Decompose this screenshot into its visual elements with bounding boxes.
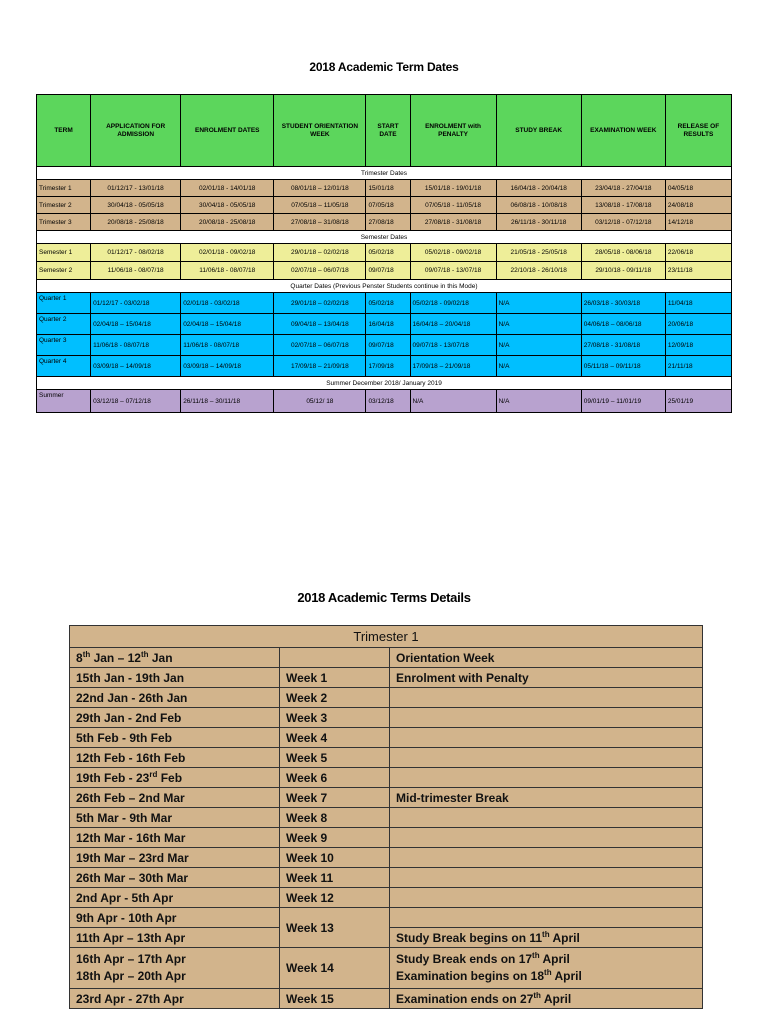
- date-line: 18th Apr – 20th Apr: [76, 969, 186, 983]
- table-cell: 02/01/18 - 09/02/18: [181, 244, 274, 262]
- table-cell: 07/05/18 - 11/05/18: [410, 197, 496, 214]
- note-text: Examination ends on 27: [396, 991, 534, 1006]
- date-text: 19th Mar – 23rd Mar: [76, 850, 189, 865]
- week-cell: Week 12: [280, 888, 390, 908]
- table-row: [70, 868, 703, 888]
- date-text: 8: [76, 650, 83, 665]
- table-row: [37, 262, 732, 280]
- note-cell: [390, 808, 703, 828]
- date-cell: [70, 888, 280, 908]
- note-line: [396, 951, 696, 968]
- date-text: 5th Mar - 9th Mar: [76, 810, 173, 825]
- week-cell: Week 6: [280, 768, 390, 788]
- date-text: 29th Jan - 2nd Feb: [76, 710, 182, 725]
- table-row: [70, 648, 703, 668]
- date-text: 22nd Jan - 26th Jan: [76, 690, 188, 705]
- table-cell: 09/07/18: [366, 335, 410, 356]
- table-cell: 17/09/18 – 21/09/18: [274, 356, 366, 377]
- column-header: APPLICATION FOR ADMISSION: [91, 95, 181, 167]
- date-text: 19th Feb - 23: [76, 770, 150, 785]
- date-cell: 9th Apr - 10th Apr: [70, 908, 280, 928]
- table-row: [37, 390, 732, 413]
- note-sup: th: [533, 990, 541, 1000]
- week-cell: [280, 648, 390, 668]
- table-cell: 26/11/18 - 30/11/18: [496, 214, 581, 231]
- table-cell: 26/03/18 - 30/03/18: [581, 293, 665, 314]
- table-cell: 26/11/18 – 30/11/18: [181, 390, 274, 413]
- table-cell: N/A: [496, 390, 581, 413]
- table-row: [70, 688, 703, 708]
- table-cell: 11/06/18 - 08/07/18: [91, 262, 181, 280]
- table-cell: 05/12/ 18: [274, 390, 366, 413]
- row-label: Quarter 4: [37, 356, 91, 377]
- page-title: 2018 Academic Term Dates: [309, 60, 459, 74]
- table-cell: 09/01/19 – 11/01/19: [581, 390, 665, 413]
- date-text: Jan – 12: [90, 650, 141, 665]
- row-label: Summer: [37, 390, 91, 413]
- table-row: [37, 356, 732, 377]
- column-header: RELEASE OF RESULTS: [665, 95, 731, 167]
- table-cell: 03/12/18 - 07/12/18: [581, 214, 665, 231]
- table-cell: 05/02/18 - 09/02/18: [410, 244, 496, 262]
- date-cell: [70, 788, 280, 808]
- section-title: 2018 Academic Terms Details: [297, 590, 471, 605]
- table-cell: N/A: [496, 356, 581, 377]
- date-line: 16th Apr – 17th Apr: [76, 952, 186, 966]
- column-header: START DATE: [366, 95, 410, 167]
- note-text: April: [549, 930, 580, 945]
- table-cell: 21/11/18: [665, 356, 731, 377]
- table-cell: 07/05/18 – 11/05/18: [274, 197, 366, 214]
- table-cell: 09/07/18 - 13/07/18: [410, 262, 496, 280]
- table-cell: 30/04/18 - 05/05/18: [181, 197, 274, 214]
- table-cell: 03/09/18 – 14/09/18: [181, 356, 274, 377]
- table-cell: 11/04/18: [665, 293, 731, 314]
- note-text: April: [539, 952, 570, 966]
- week-cell: Week 15: [280, 989, 390, 1009]
- note-cell: [390, 708, 703, 728]
- table-cell: 27/08/18 – 31/08/18: [274, 214, 366, 231]
- table-cell: 04/05/18: [665, 180, 731, 197]
- section-heading: Summer December 2018/ January 2019: [37, 377, 732, 390]
- table-cell: N/A: [496, 335, 581, 356]
- table-cell: 01/12/17 - 08/02/18: [91, 244, 181, 262]
- row-label: Semester 1: [37, 244, 91, 262]
- table-cell: 20/06/18: [665, 314, 731, 335]
- date-text: 12th Feb - 16th Feb: [76, 750, 186, 765]
- section-heading: Trimester Dates: [37, 167, 732, 180]
- table-cell: 17/09/18: [366, 356, 410, 377]
- table-row: [70, 848, 703, 868]
- table-cell: 15/01/18 - 19/01/18: [410, 180, 496, 197]
- date-cell: [70, 768, 280, 788]
- table-cell: 23/11/18: [665, 262, 731, 280]
- row-label: Quarter 2: [37, 314, 91, 335]
- column-header: STUDY BREAK: [496, 95, 581, 167]
- note-text: Examination begins on 18: [396, 969, 545, 983]
- section-row: [37, 167, 732, 180]
- week-cell: Week 3: [280, 708, 390, 728]
- table-cell: 25/01/19: [665, 390, 731, 413]
- note-cell: [390, 989, 703, 1009]
- table-row: [37, 293, 732, 314]
- table-row: [70, 708, 703, 728]
- row-label: Trimester 2: [37, 197, 91, 214]
- week-cell: Week 5: [280, 748, 390, 768]
- column-header: ENROLMENT DATES: [181, 95, 274, 167]
- note-text: Study Break begins on 11: [396, 930, 543, 945]
- table-row: [70, 668, 703, 688]
- week-cell: Week 9: [280, 828, 390, 848]
- table-cell: 24/08/18: [665, 197, 731, 214]
- table-cell: 02/01/18 - 03/02/18: [181, 293, 274, 314]
- row-label: Quarter 3: [37, 335, 91, 356]
- date-text: 12th Mar - 16th Mar: [76, 830, 186, 845]
- table-cell: 02/07/18 – 06/07/18: [274, 335, 366, 356]
- date-sup: th: [140, 649, 149, 659]
- table-header-row: [70, 626, 703, 648]
- week-cell: Week 14: [280, 948, 390, 989]
- table-row: [37, 335, 732, 356]
- note-cell: [390, 688, 703, 708]
- table-row: [37, 180, 732, 197]
- table-cell: 05/02/18: [366, 293, 410, 314]
- column-header: STUDENT ORIENTATION WEEK: [274, 95, 366, 167]
- row-label: Trimester 1: [37, 180, 91, 197]
- table-cell: 02/07/18 – 06/07/18: [274, 262, 366, 280]
- table-cell: 12/09/18: [665, 335, 731, 356]
- note-cell: [390, 948, 703, 989]
- table-cell: 30/04/18 - 05/05/18: [91, 197, 181, 214]
- date-cell: [70, 948, 280, 989]
- table-cell: 07/05/18: [366, 197, 410, 214]
- note-text: April: [540, 991, 572, 1006]
- row-label: Quarter 1: [37, 293, 91, 314]
- date-text: Jan: [148, 650, 173, 665]
- note-cell: [390, 748, 703, 768]
- date-cell: [70, 868, 280, 888]
- table-cell: N/A: [496, 293, 581, 314]
- note-text: Study Break ends on 17: [396, 952, 533, 966]
- table-cell: 05/02/18: [366, 244, 410, 262]
- table-cell: 01/12/17 - 03/02/18: [91, 293, 181, 314]
- date-cell: [70, 688, 280, 708]
- note-sup: th: [544, 968, 552, 977]
- week-cell: Week 4: [280, 728, 390, 748]
- note-cell: [390, 908, 703, 928]
- week-cell: Week 13: [280, 908, 390, 948]
- table-cell: 29/01/18 – 02/02/18: [274, 293, 366, 314]
- date-cell: [70, 728, 280, 748]
- table-row: [37, 314, 732, 335]
- table-cell: 27/08/18 - 31/08/18: [410, 214, 496, 231]
- term-details-body: [70, 626, 703, 1009]
- date-cell: [70, 708, 280, 728]
- table-cell: N/A: [410, 390, 496, 413]
- table-cell: 05/02/18 - 09/02/18: [410, 293, 496, 314]
- table-cell: 27/08/18: [366, 214, 410, 231]
- table-cell: 22/06/18: [665, 244, 731, 262]
- table-row: [70, 768, 703, 788]
- note-cell: [390, 868, 703, 888]
- section-row: [37, 280, 732, 293]
- table-row: [70, 948, 703, 989]
- note-text: April: [551, 969, 582, 983]
- date-text: 15th Jan - 19th Jan: [76, 670, 185, 685]
- date-cell: [70, 828, 280, 848]
- section-row: [37, 377, 732, 390]
- note-cell: [390, 928, 703, 948]
- date-text: 2nd Apr - 5th Apr: [76, 890, 174, 905]
- week-cell: Week 11: [280, 868, 390, 888]
- term-details-table: [69, 625, 703, 1009]
- date-sup: th: [82, 649, 91, 659]
- date-cell: 11th Apr – 13th Apr: [70, 928, 280, 948]
- date-cell: [70, 648, 280, 668]
- note-cell: Orientation Week: [390, 648, 703, 668]
- table-cell: 09/07/18: [366, 262, 410, 280]
- table-cell: 02/01/18 - 14/01/18: [181, 180, 274, 197]
- table-cell: 20/08/18 - 25/08/18: [181, 214, 274, 231]
- table-cell: 11/06/18 - 08/07/18: [91, 335, 181, 356]
- table-cell: 14/12/18: [665, 214, 731, 231]
- note-cell: [390, 728, 703, 748]
- row-label: Trimester 3: [37, 214, 91, 231]
- table-cell: 08/01/18 – 12/01/18: [274, 180, 366, 197]
- table-cell: 04/06/18 – 08/06/18: [581, 314, 665, 335]
- table-cell: 11/06/18 - 08/07/18: [181, 335, 274, 356]
- week-cell: Week 10: [280, 848, 390, 868]
- table-cell: 09/07/18 - 13/07/18: [410, 335, 496, 356]
- note-line: [396, 968, 696, 985]
- date-sup: rd: [149, 769, 158, 779]
- table-row: [70, 808, 703, 828]
- term-dates-table: [36, 94, 732, 413]
- table-cell: 28/05/18 - 08/06/18: [581, 244, 665, 262]
- table-row: [70, 989, 703, 1009]
- table-cell: 29/10/18 - 09/11/18: [581, 262, 665, 280]
- table-header-row: [37, 95, 732, 167]
- row-label: Semester 2: [37, 262, 91, 280]
- table-cell: 16/04/18 - 20/04/18: [496, 180, 581, 197]
- table-cell: 16/04/18 – 20/04/18: [410, 314, 496, 335]
- table-cell: 03/12/18 – 07/12/18: [91, 390, 181, 413]
- table-cell: 03/12/18: [366, 390, 410, 413]
- table-cell: 11/06/18 - 08/07/18: [181, 262, 274, 280]
- column-header: EXAMINATION WEEK: [581, 95, 665, 167]
- date-cell: 23rd Apr - 27th Apr: [70, 989, 280, 1009]
- table-cell: 16/04/18: [366, 314, 410, 335]
- table-cell: 22/10/18 - 26/10/18: [496, 262, 581, 280]
- date-text: 5th Feb - 9th Feb: [76, 730, 172, 745]
- term-dates-body: [37, 167, 732, 413]
- table-cell: 15/01/18: [366, 180, 410, 197]
- table-cell: 01/12/17 - 13/01/18: [91, 180, 181, 197]
- week-cell: Week 8: [280, 808, 390, 828]
- table-cell: 21/05/18 - 25/05/18: [496, 244, 581, 262]
- note-cell: [390, 828, 703, 848]
- table-row: [70, 728, 703, 748]
- table-cell: 17/09/18 – 21/09/18: [410, 356, 496, 377]
- date-text: 26th Feb – 2nd Mar: [76, 790, 185, 805]
- table-row: [37, 214, 732, 231]
- week-cell: Week 2: [280, 688, 390, 708]
- table-row: [70, 888, 703, 908]
- table-cell: 02/04/18 – 15/04/18: [91, 314, 181, 335]
- table-cell: 03/09/18 – 14/09/18: [91, 356, 181, 377]
- table-heading: Trimester 1: [70, 626, 703, 648]
- date-text: 26th Mar – 30th Mar: [76, 870, 189, 885]
- section-heading: Quarter Dates (Previous Penster Students continue in this Mode): [37, 280, 732, 293]
- table-cell: 09/04/18 – 13/04/18: [274, 314, 366, 335]
- table-cell: 23/04/18 - 27/04/18: [581, 180, 665, 197]
- table-row: [37, 244, 732, 262]
- table-cell: 05/11/18 – 09/11/18: [581, 356, 665, 377]
- note-sup: th: [542, 929, 550, 939]
- table-cell: 02/04/18 – 15/04/18: [181, 314, 274, 335]
- date-cell: [70, 748, 280, 768]
- note-cell: Enrolment with Penalty: [390, 668, 703, 688]
- table-cell: 06/08/18 - 10/08/18: [496, 197, 581, 214]
- table-row: [70, 788, 703, 808]
- column-header: ENROLMENT with PENALTY: [410, 95, 496, 167]
- note-cell: Mid-trimester Break: [390, 788, 703, 808]
- table-cell: 13/08/18 - 17/08/18: [581, 197, 665, 214]
- section-heading: Semester Dates: [37, 231, 732, 244]
- date-cell: [70, 668, 280, 688]
- table-cell: N/A: [496, 314, 581, 335]
- table-row: [70, 748, 703, 768]
- section-row: [37, 231, 732, 244]
- column-header: TERM: [37, 95, 91, 167]
- table-row: [70, 908, 703, 928]
- week-cell: Week 1: [280, 668, 390, 688]
- date-cell: [70, 848, 280, 868]
- note-cell: [390, 888, 703, 908]
- date-cell: [70, 808, 280, 828]
- week-cell: Week 7: [280, 788, 390, 808]
- note-sup: th: [532, 951, 540, 960]
- note-cell: [390, 848, 703, 868]
- table-cell: 20/08/18 - 25/08/18: [91, 214, 181, 231]
- table-cell: 29/01/18 – 02/02/18: [274, 244, 366, 262]
- table-cell: 27/08/18 - 31/08/18: [581, 335, 665, 356]
- note-cell: [390, 768, 703, 788]
- table-row: [70, 828, 703, 848]
- date-text: Feb: [157, 770, 183, 785]
- table-row: [37, 197, 732, 214]
